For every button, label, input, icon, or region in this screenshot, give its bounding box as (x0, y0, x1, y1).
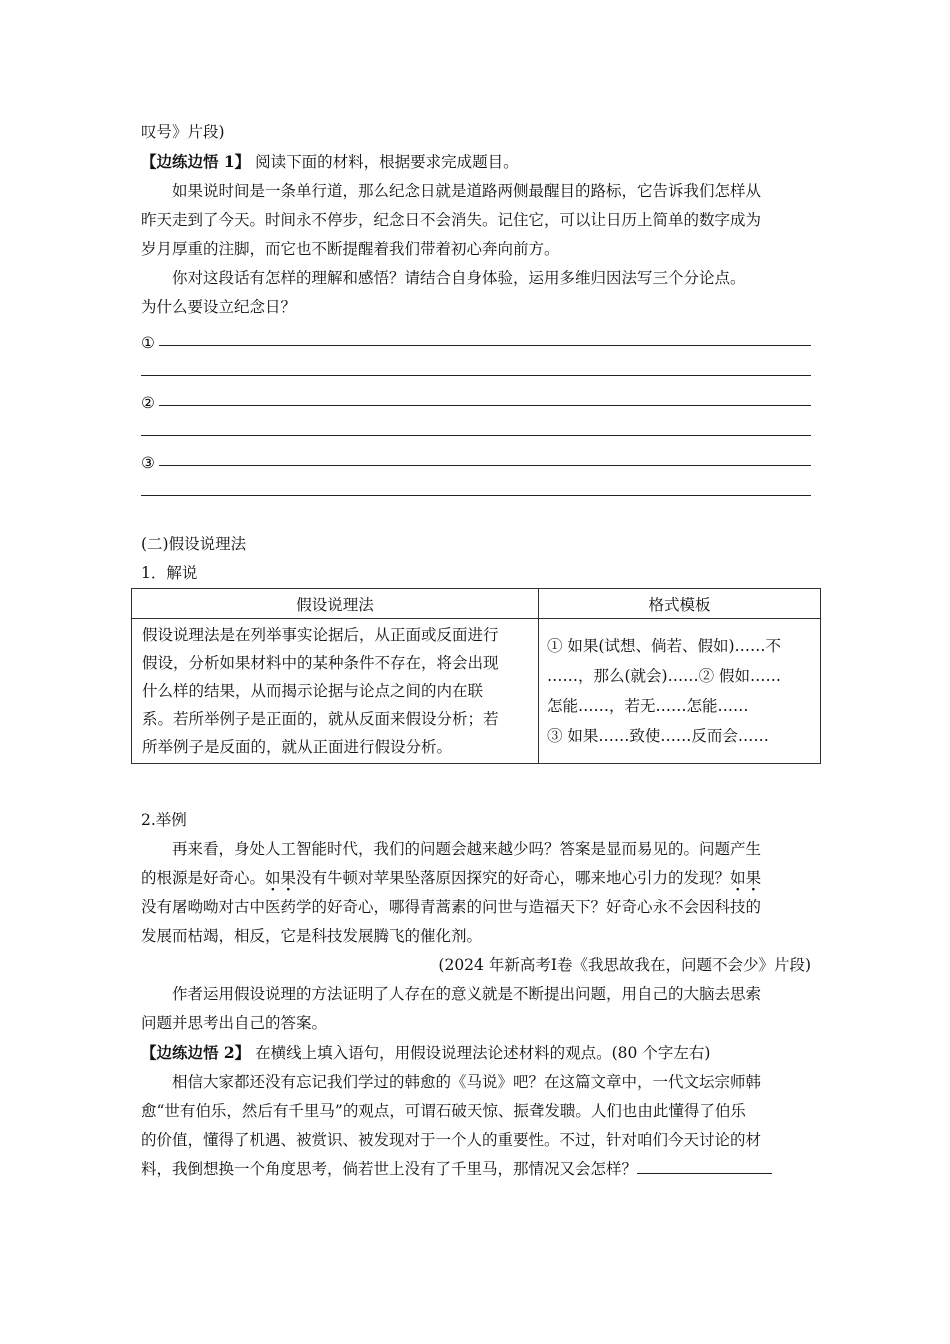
answer-marker-3: ③ (141, 454, 155, 472)
answer-line-3-cont[interactable] (141, 472, 811, 502)
top-fragment: 叹号》片段) (141, 123, 225, 141)
exercise2-material-line: 相信大家都还没有忘记我们学过的韩愈的《马说》吧？在这篇文章中，一代文坛宗师韩 (172, 1073, 762, 1091)
description-line: 所举例子是反面的，就从正面进行假设分析。 (142, 738, 453, 756)
exercise2-material-line: 愈“世有伯乐，然后有千里马”的观点，可谓石破天惊、振聋发聩。人们也由此懂得了伯乐 (141, 1102, 746, 1120)
answer-line-1[interactable] (141, 322, 811, 352)
exercise2-instruction: 在横线上填入语句，用假设说理法论述材料的观点。(80 个字左右) (255, 1044, 711, 1062)
table-cell-template (539, 619, 821, 764)
emphasis-dot-char: 如 (730, 869, 746, 887)
answer-area (141, 322, 811, 502)
table-header: 假设说理法 (132, 589, 539, 619)
example-line: 没有屠呦呦对古中医药学的好奇心，哪得青蒿素的问世与造福天下？好奇心永不会因科技的 (141, 898, 762, 916)
table-header: 格式模板 (539, 589, 821, 619)
exercise1-question: 你对这段话有怎样的理解和感悟？请结合自身体验，运用多维归因法写三个分论点。 (172, 269, 746, 287)
exercise2-label: 【边练边悟 2】 (141, 1043, 251, 1062)
answer-rule (141, 374, 811, 376)
exercise1-material-line: 昨天走到了今天。时间永不停步，纪念日不会消失。记住它，可以让日历上简单的数字成为 (141, 211, 762, 229)
answer-rule (159, 404, 811, 406)
example-text: 没有牛顿对苹果坠落原因探究的好奇心，哪来地心引力的发现？ (296, 869, 731, 887)
exercise1-material-line: 如果说时间是一条单行道，那么纪念日就是道路两侧最醒目的路标，它告诉我们怎样从 (172, 182, 762, 200)
emphasis-dot-char: 果 (280, 869, 297, 887)
template-line: 怎能……，若无……怎能…… (547, 697, 749, 715)
fill-in-blank[interactable] (637, 1159, 772, 1174)
answer-line-1-cont[interactable] (141, 352, 811, 382)
example-source: (2024 年新高考Ⅰ卷《我思故我在，问题不会少》片段) (438, 956, 811, 974)
answer-line-2-cont[interactable] (141, 412, 811, 442)
example-line (141, 864, 811, 893)
exercise1-material-line: 岁月厚重的注脚，而它也不断提醒着我们带着初心奔向前方。 (141, 240, 560, 258)
emphasis-dot-char: 果 (745, 869, 762, 887)
section-item-1: 1．解说 (141, 564, 198, 582)
exercise1-label: 【边练边悟 1】 (141, 152, 251, 171)
answer-line-2[interactable] (141, 382, 811, 412)
description-line: 假设说理法是在列举事实论据后，从正面或反面进行 (142, 626, 499, 644)
description-line: 系。若所举例子是正面的，就从反面来假设分析；若 (142, 710, 499, 728)
table-row (132, 619, 821, 764)
table-header-row (132, 589, 821, 619)
exercise1-heading (141, 147, 811, 177)
exercise2-material-line: 的价值，懂得了机遇、被赏识、被发现对于一个人的重要性。不过，针对咱们今天讨论的材 (141, 1131, 762, 1149)
answer-rule (141, 494, 811, 496)
answer-marker-2: ② (141, 394, 155, 412)
example-line: 再来看，身处人工智能时代，我们的问题会越来越少吗？答案是显而易见的。问题产生 (172, 840, 762, 858)
analysis-line: 作者运用假设说理的方法证明了人存在的意义就是不断提出问题，用自己的大脑去思索 (172, 985, 762, 1003)
answer-rule (159, 344, 811, 346)
exercise2-material-line (141, 1155, 811, 1184)
description-line: 假设，分析如果材料中的某种条件不存在，将会出现 (142, 654, 499, 672)
example-text: 的根源是好奇心。 (141, 869, 266, 887)
exercise1-subquestion: 为什么要设立纪念日？ (141, 298, 297, 316)
answer-rule (159, 464, 811, 466)
exercise2-heading (141, 1038, 811, 1068)
description-line: 什么样的结果，从而揭示论据与论点之间的内在联 (142, 682, 484, 700)
exercise2-material-text: 料，我倒想换一个角度思考，倘若世上没有了千里马，那情况又会怎样？ (141, 1160, 638, 1178)
template-line: ③ 如果……致使……反而会…… (547, 727, 769, 745)
answer-rule (141, 434, 811, 436)
document-page (141, 118, 811, 1184)
answer-line-3[interactable] (141, 442, 811, 472)
section-title: (二)假设说理法 (141, 535, 247, 553)
section-item-2: 2.举例 (141, 811, 187, 829)
exercise1-instruction: 阅读下面的材料，根据要求完成题目。 (255, 153, 519, 171)
template-line: ……，那么(就会)……② 假如…… (547, 667, 782, 685)
table-cell-description (132, 619, 539, 764)
template-line: ① 如果(试想、倘若、假如)……不 (547, 637, 782, 655)
emphasis-dot-char: 如 (265, 869, 281, 887)
analysis-line: 问题并思考出自己的答案。 (141, 1014, 328, 1032)
example-line: 发展而枯竭，相反，它是科技发展腾飞的催化剂。 (141, 927, 483, 945)
answer-marker-1: ① (141, 334, 155, 352)
method-table (131, 588, 821, 764)
